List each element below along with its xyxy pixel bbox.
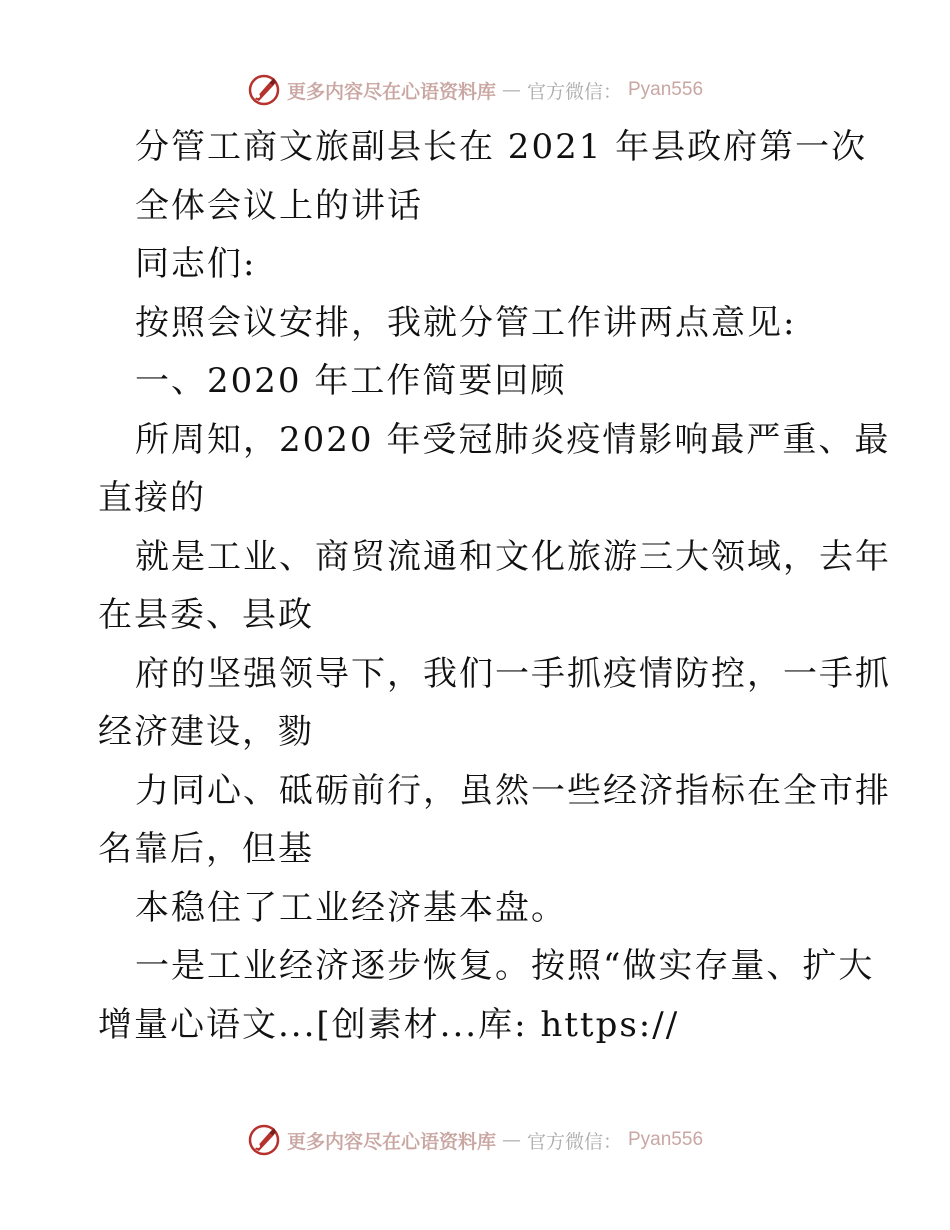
header-banner [0, 70, 950, 110]
quill-pen-logo-icon [247, 1123, 281, 1157]
section-heading: 一、2020 年工作简要回顾 [135, 361, 567, 401]
banner-site-text: 更多内容尽在心语资料库 [286, 1130, 496, 1153]
title-line-2: 全体会议上的讲话 [135, 185, 423, 226]
paragraph-line: 就是工业、商贸流通和文化旅游三大领域，去年 [135, 536, 891, 577]
banner-handle: Pyan556 [628, 1129, 704, 1150]
paragraph-line: 在县委、县政 [98, 595, 314, 635]
banner-handle: Pyan556 [628, 79, 704, 100]
footer-banner [0, 1120, 950, 1160]
paragraph-line: 增量心语文...[创素材...库: https:// [98, 1004, 680, 1045]
banner-wechat-label: 官方微信： [526, 1130, 622, 1153]
banner-wechat-label: 官方微信： [526, 80, 622, 103]
paragraph-line: 本稳住了工业经济基本盘。 [135, 887, 567, 928]
document-body [98, 118, 891, 1054]
banner-separator: — [501, 1129, 521, 1151]
title-line-1: 分管工商文旅副县长在 2021 年县政府第一次 [135, 127, 868, 167]
paragraph-line: 力同心、砥砺前行，虽然一些经济指标在全市排 [135, 770, 891, 811]
paragraph-line: 经济建设，勠 [98, 712, 314, 752]
paragraph-line: 府的坚强领导下，我们一手抓疫情防控，一手抓 [135, 653, 891, 694]
banner-separator: — [501, 79, 521, 101]
paragraph-line: 直接的 [98, 478, 206, 518]
quill-pen-logo-icon [247, 73, 281, 107]
paragraph-line: 名靠后，但基 [98, 829, 314, 869]
banner-site-text: 更多内容尽在心语资料库 [286, 80, 496, 103]
salutation: 同志们: [135, 244, 257, 284]
paragraph-line: 按照会议安排，我就分管工作讲两点意见: [135, 302, 797, 343]
paragraph-line: 一是工业经济逐步恢复。按照“做实存量、扩大 [135, 946, 875, 986]
paragraph-line: 所周知，2020 年受冠肺炎疫情影响最严重、最 [135, 419, 891, 460]
